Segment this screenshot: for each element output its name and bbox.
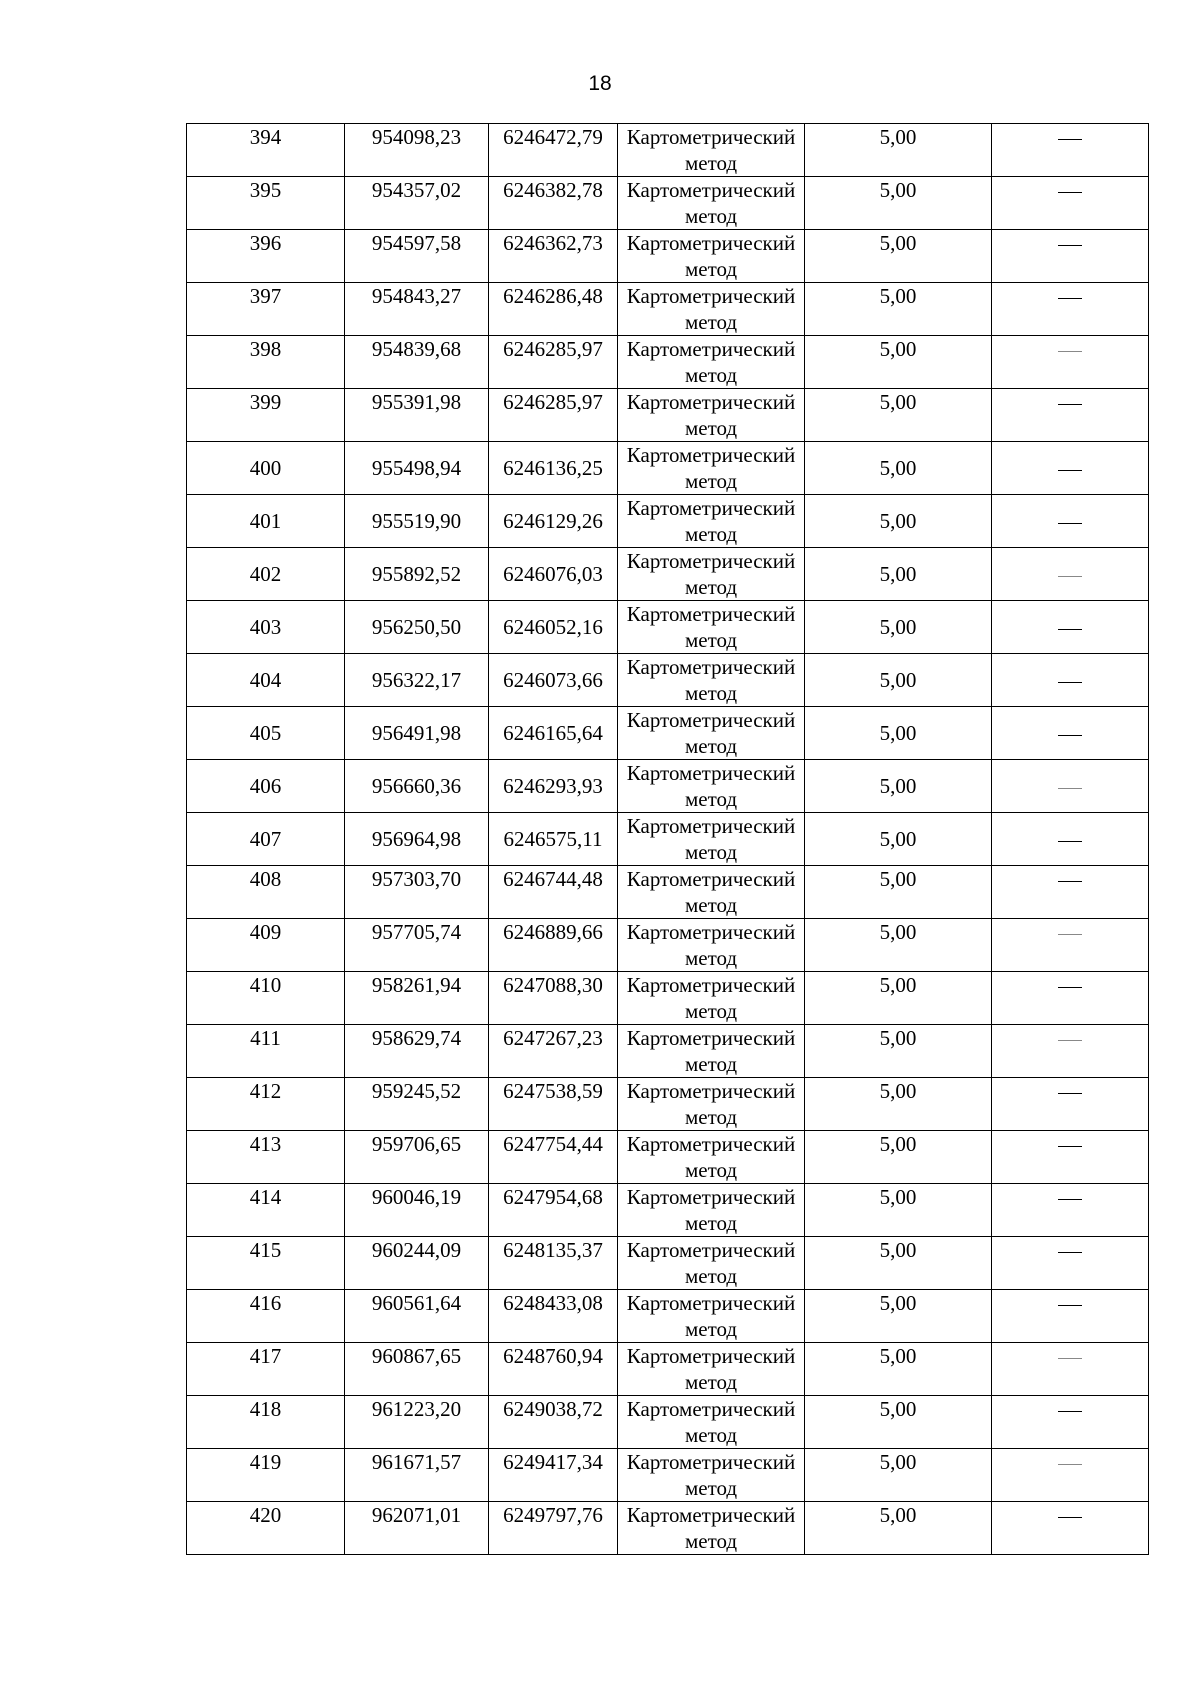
note-cell [992,1396,1149,1449]
note-cell [992,1131,1149,1184]
accuracy-cell: 5,00 [805,972,992,1025]
note-cell [992,1184,1149,1237]
x-coordinate-cell: 960244,09 [345,1237,489,1290]
accuracy-cell: 5,00 [805,707,992,760]
point-number-cell: 408 [187,866,345,919]
y-coordinate-cell: 6247267,23 [489,1025,618,1078]
y-coordinate-cell: 6247754,44 [489,1131,618,1184]
x-coordinate-cell: 954843,27 [345,283,489,336]
note-cell [992,336,1149,389]
point-number-cell: 402 [187,548,345,601]
method-text: Картометрический [626,178,796,202]
method-cell [618,495,805,548]
method-cell [618,654,805,707]
y-coordinate-cell: 6246472,79 [489,124,618,177]
dash-mark [1058,245,1082,246]
accuracy-cell: 5,00 [805,1343,992,1396]
page-number: 18 [588,72,612,95]
method-cell [618,1131,805,1184]
x-coordinate-cell: 961223,20 [345,1396,489,1449]
y-coordinate-cell: 6246286,48 [489,283,618,336]
accuracy-cell: 5,00 [805,1502,992,1555]
note-cell [992,1290,1149,1343]
x-coordinate-cell: 955391,98 [345,389,489,442]
accuracy-cell: 5,00 [805,1449,992,1502]
accuracy-cell: 5,00 [805,336,992,389]
table-row [187,1131,1149,1184]
method-text: метод [684,787,738,811]
method-cell [618,1396,805,1449]
x-coordinate-cell: 954597,58 [345,230,489,283]
x-coordinate-cell: 958261,94 [345,972,489,1025]
method-cell [618,1502,805,1555]
point-number-cell: 398 [187,336,345,389]
method-text: метод [684,840,738,864]
method-text: Картометрический [626,1344,796,1368]
method-text: Картометрический [626,867,796,891]
method-cell [618,813,805,866]
dash-mark [1058,1464,1082,1465]
coordinates-table-body [187,124,1149,1555]
accuracy-cell: 5,00 [805,389,992,442]
method-text: метод [684,946,738,970]
y-coordinate-cell: 6246744,48 [489,866,618,919]
method-text: метод [684,1317,738,1341]
x-coordinate-cell: 954098,23 [345,124,489,177]
y-coordinate-cell: 6246073,66 [489,654,618,707]
dash-mark [1058,470,1082,471]
method-text: метод [684,1052,738,1076]
method-text: метод [684,1158,738,1182]
y-coordinate-cell: 6246052,16 [489,601,618,654]
table-row [187,230,1149,283]
method-cell [618,1184,805,1237]
accuracy-cell: 5,00 [805,548,992,601]
table-row [187,389,1149,442]
method-text: метод [684,628,738,652]
x-coordinate-cell: 954839,68 [345,336,489,389]
dash-mark [1058,1040,1082,1041]
point-number-cell: 414 [187,1184,345,1237]
accuracy-cell: 5,00 [805,1396,992,1449]
y-coordinate-cell: 6249797,76 [489,1502,618,1555]
method-cell [618,707,805,760]
method-text: метод [684,1211,738,1235]
note-cell [992,389,1149,442]
table-row [187,654,1149,707]
method-text: Картометрический [626,1291,796,1315]
note-cell [992,919,1149,972]
y-coordinate-cell: 6246362,73 [489,230,618,283]
y-coordinate-cell: 6249038,72 [489,1396,618,1449]
table-row [187,177,1149,230]
note-cell [992,1449,1149,1502]
table-row [187,866,1149,919]
method-cell [618,919,805,972]
y-coordinate-cell: 6246382,78 [489,177,618,230]
y-coordinate-cell: 6246575,11 [489,813,618,866]
method-cell [618,866,805,919]
y-coordinate-cell: 6246076,03 [489,548,618,601]
method-text: Картометрический [626,125,796,149]
accuracy-cell: 5,00 [805,442,992,495]
method-text: Картометрический [626,920,796,944]
note-cell [992,124,1149,177]
method-cell [618,283,805,336]
point-number-cell: 403 [187,601,345,654]
x-coordinate-cell: 960561,64 [345,1290,489,1343]
y-coordinate-cell: 6246136,25 [489,442,618,495]
note-cell [992,442,1149,495]
accuracy-cell: 5,00 [805,1184,992,1237]
method-text: метод [684,1423,738,1447]
note-cell [992,1343,1149,1396]
method-text: метод [684,681,738,705]
method-text: метод [684,257,738,281]
method-text: метод [684,575,738,599]
note-cell [992,654,1149,707]
dash-mark [1058,629,1082,630]
point-number-cell: 404 [187,654,345,707]
y-coordinate-cell: 6249417,34 [489,1449,618,1502]
x-coordinate-cell: 961671,57 [345,1449,489,1502]
note-cell [992,813,1149,866]
method-text: Картометрический [626,443,796,467]
note-cell [992,707,1149,760]
y-coordinate-cell: 6246129,26 [489,495,618,548]
note-cell [992,866,1149,919]
table-row [187,1184,1149,1237]
table-row [187,813,1149,866]
table-row [187,1449,1149,1502]
method-cell [618,972,805,1025]
method-text: Картометрический [626,284,796,308]
x-coordinate-cell: 955519,90 [345,495,489,548]
table-row [187,1396,1149,1449]
dash-mark [1058,881,1082,882]
method-text: Картометрический [626,496,796,520]
method-text: Картометрический [626,708,796,732]
method-cell [618,548,805,601]
method-text: Картометрический [626,1238,796,1262]
dash-mark [1058,841,1082,842]
x-coordinate-cell: 957705,74 [345,919,489,972]
y-coordinate-cell: 6248135,37 [489,1237,618,1290]
dash-mark [1058,192,1082,193]
x-coordinate-cell: 959706,65 [345,1131,489,1184]
x-coordinate-cell: 955498,94 [345,442,489,495]
dash-mark [1058,404,1082,405]
point-number-cell: 407 [187,813,345,866]
method-cell [618,124,805,177]
x-coordinate-cell: 958629,74 [345,1025,489,1078]
accuracy-cell: 5,00 [805,177,992,230]
note-cell [992,548,1149,601]
accuracy-cell: 5,00 [805,919,992,972]
x-coordinate-cell: 956491,98 [345,707,489,760]
y-coordinate-cell: 6246285,97 [489,389,618,442]
x-coordinate-cell: 955892,52 [345,548,489,601]
x-coordinate-cell: 960867,65 [345,1343,489,1396]
method-text: метод [684,1476,738,1500]
y-coordinate-cell: 6247538,59 [489,1078,618,1131]
method-text: метод [684,999,738,1023]
accuracy-cell: 5,00 [805,495,992,548]
method-text: Картометрический [626,1132,796,1156]
method-text: Картометрический [626,549,796,573]
note-cell [992,1502,1149,1555]
y-coordinate-cell: 6246285,97 [489,336,618,389]
point-number-cell: 415 [187,1237,345,1290]
point-number-cell: 416 [187,1290,345,1343]
accuracy-cell: 5,00 [805,813,992,866]
accuracy-cell: 5,00 [805,1290,992,1343]
point-number-cell: 405 [187,707,345,760]
method-text: Картометрический [626,390,796,414]
method-text: метод [684,1529,738,1553]
method-text: метод [684,1264,738,1288]
point-number-cell: 400 [187,442,345,495]
coordinates-table [186,123,1149,1555]
method-text: Картометрический [626,1185,796,1209]
x-coordinate-cell: 960046,19 [345,1184,489,1237]
x-coordinate-cell: 957303,70 [345,866,489,919]
method-text: Картометрический [626,1503,796,1527]
method-text: метод [684,151,738,175]
point-number-cell: 409 [187,919,345,972]
method-text: Картометрический [626,973,796,997]
table-row [187,1502,1149,1555]
method-text: Картометрический [626,814,796,838]
method-text: метод [684,204,738,228]
table-row [187,1290,1149,1343]
method-cell [618,336,805,389]
dash-mark [1058,1305,1082,1306]
method-cell [618,442,805,495]
note-cell [992,283,1149,336]
note-cell [992,601,1149,654]
y-coordinate-cell: 6248433,08 [489,1290,618,1343]
dash-mark [1058,298,1082,299]
method-text: метод [684,469,738,493]
method-text: метод [684,1105,738,1129]
method-text: Картометрический [626,602,796,626]
method-cell [618,601,805,654]
method-text: Картометрический [626,231,796,255]
point-number-cell: 418 [187,1396,345,1449]
table-row [187,1078,1149,1131]
dash-mark [1058,934,1082,935]
method-cell [618,1449,805,1502]
note-cell [992,1078,1149,1131]
y-coordinate-cell: 6246293,93 [489,760,618,813]
method-text: метод [684,363,738,387]
note-cell [992,972,1149,1025]
point-number-cell: 412 [187,1078,345,1131]
point-number-cell: 396 [187,230,345,283]
table-row [187,336,1149,389]
y-coordinate-cell: 6246889,66 [489,919,618,972]
y-coordinate-cell: 6247088,30 [489,972,618,1025]
dash-mark [1058,682,1082,683]
method-text: метод [684,893,738,917]
table-row [187,442,1149,495]
dash-mark [1058,1358,1082,1359]
dash-mark [1058,1411,1082,1412]
table-row [187,124,1149,177]
table-row [187,1237,1149,1290]
accuracy-cell: 5,00 [805,124,992,177]
method-text: метод [684,1370,738,1394]
x-coordinate-cell: 956322,17 [345,654,489,707]
point-number-cell: 419 [187,1449,345,1502]
method-text: метод [684,522,738,546]
x-coordinate-cell: 956964,98 [345,813,489,866]
table-row [187,1343,1149,1396]
method-text: Картометрический [626,1397,796,1421]
point-number-cell: 410 [187,972,345,1025]
dash-mark [1058,351,1082,352]
method-text: Картометрический [626,1079,796,1103]
method-text: метод [684,310,738,334]
accuracy-cell: 5,00 [805,1131,992,1184]
y-coordinate-cell: 6246165,64 [489,707,618,760]
x-coordinate-cell: 962071,01 [345,1502,489,1555]
method-text: Картометрический [626,1450,796,1474]
x-coordinate-cell: 959245,52 [345,1078,489,1131]
note-cell [992,230,1149,283]
accuracy-cell: 5,00 [805,1078,992,1131]
point-number-cell: 397 [187,283,345,336]
dash-mark [1058,1199,1082,1200]
method-text: метод [684,416,738,440]
point-number-cell: 395 [187,177,345,230]
table-row [187,495,1149,548]
note-cell [992,495,1149,548]
method-cell [618,760,805,813]
point-number-cell: 420 [187,1502,345,1555]
point-number-cell: 406 [187,760,345,813]
x-coordinate-cell: 954357,02 [345,177,489,230]
point-number-cell: 399 [187,389,345,442]
method-text: Картометрический [626,337,796,361]
dash-mark [1058,139,1082,140]
dash-mark [1058,523,1082,524]
point-number-cell: 411 [187,1025,345,1078]
x-coordinate-cell: 956250,50 [345,601,489,654]
table-row [187,919,1149,972]
table-row [187,760,1149,813]
dash-mark [1058,987,1082,988]
dash-mark [1058,1093,1082,1094]
note-cell [992,760,1149,813]
point-number-cell: 394 [187,124,345,177]
x-coordinate-cell: 956660,36 [345,760,489,813]
accuracy-cell: 5,00 [805,1025,992,1078]
dash-mark [1058,788,1082,789]
note-cell [992,1237,1149,1290]
table-row [187,601,1149,654]
accuracy-cell: 5,00 [805,760,992,813]
accuracy-cell: 5,00 [805,230,992,283]
method-cell [618,1237,805,1290]
dash-mark [1058,1146,1082,1147]
point-number-cell: 413 [187,1131,345,1184]
method-text: Картометрический [626,655,796,679]
note-cell [992,177,1149,230]
accuracy-cell: 5,00 [805,1237,992,1290]
table-row [187,283,1149,336]
method-text: Картометрический [626,761,796,785]
y-coordinate-cell: 6248760,94 [489,1343,618,1396]
accuracy-cell: 5,00 [805,283,992,336]
dash-mark [1058,1517,1082,1518]
accuracy-cell: 5,00 [805,654,992,707]
table-row [187,1025,1149,1078]
method-cell [618,1290,805,1343]
dash-mark [1058,576,1082,577]
method-cell [618,230,805,283]
method-text: Картометрический [626,1026,796,1050]
point-number-cell: 417 [187,1343,345,1396]
table-row [187,707,1149,760]
dash-mark [1058,1252,1082,1253]
accuracy-cell: 5,00 [805,601,992,654]
point-number-cell: 401 [187,495,345,548]
note-cell [992,1025,1149,1078]
method-cell [618,389,805,442]
dash-mark [1058,735,1082,736]
table-row [187,548,1149,601]
method-cell [618,1025,805,1078]
method-text: метод [684,734,738,758]
table-row [187,972,1149,1025]
y-coordinate-cell: 6247954,68 [489,1184,618,1237]
method-cell [618,1078,805,1131]
method-cell [618,1343,805,1396]
accuracy-cell: 5,00 [805,866,992,919]
method-cell [618,177,805,230]
